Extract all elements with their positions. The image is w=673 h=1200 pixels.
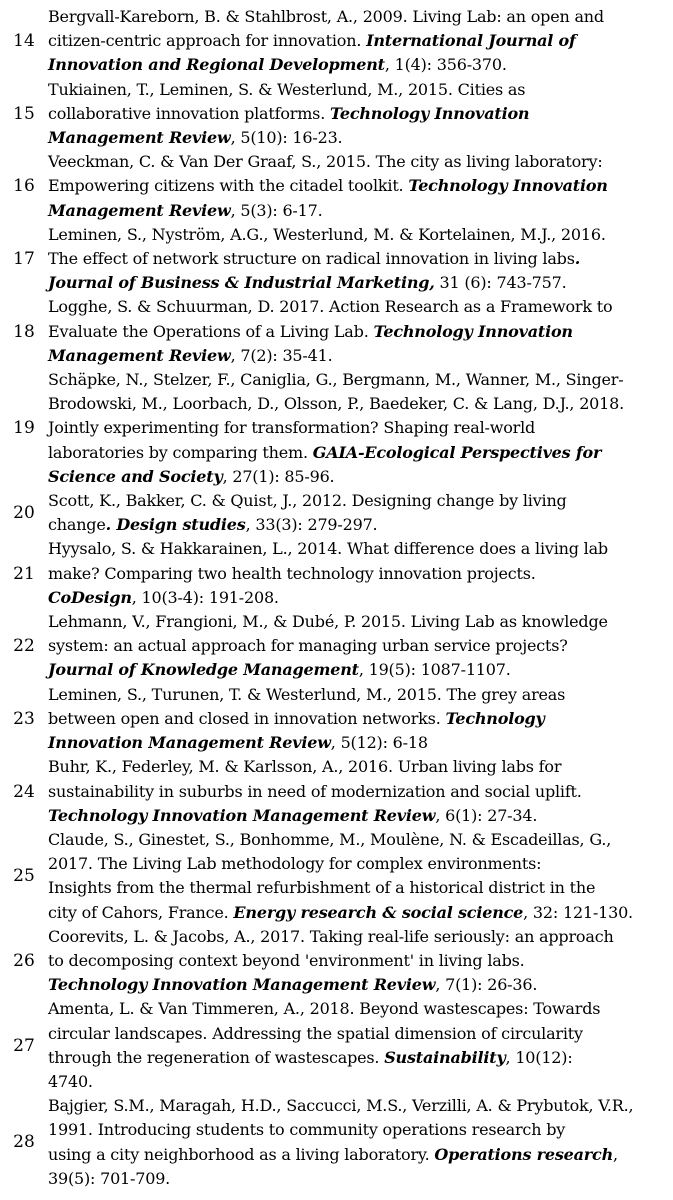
journal-title: International Journal of Innovation and Regional Development — [48, 31, 576, 75]
reference-list — [0, 5, 673, 1191]
reference-volume-pages: , 5(10): 16-23. — [230, 128, 343, 148]
reference-text — [48, 537, 673, 610]
reference-entry — [0, 489, 673, 537]
reference-entry — [0, 610, 673, 683]
reference-text — [48, 1094, 673, 1191]
reference-entry — [0, 997, 673, 1094]
journal-title: . Design studies — [105, 515, 246, 535]
reference-entry — [0, 1094, 673, 1191]
reference-number: 20 — [13, 503, 35, 524]
reference-citation: Buhr, K., Federley, M. & Karlsson, A., 2016. Urban living labs for sustainability in suburbs in need of modernization and social uplift. — [48, 757, 582, 801]
reference-text — [48, 683, 673, 756]
reference-entry — [0, 828, 673, 925]
reference-volume-pages: , 5(12): 6-18 — [330, 733, 428, 753]
journal-title: GAIA-Ecological Perspectives for Science and Society — [48, 442, 602, 486]
reference-text — [48, 755, 673, 828]
reference-entry — [0, 150, 673, 223]
reference-number: 22 — [13, 636, 35, 657]
reference-citation: Coorevits, L. & Jacobs, A., 2017. Taking real-life seriously: an approach to decomposing context beyond 'environment' in living labs. — [48, 926, 614, 970]
reference-number: 27 — [13, 1035, 35, 1056]
journal-title: Technology Innovation Management Review — [48, 975, 436, 995]
reference-volume-pages: 31 (6): 743-757. — [434, 273, 567, 293]
reference-text — [48, 150, 673, 223]
reference-number: 14 — [13, 31, 35, 52]
journal-title: Technology Innovation Management Review — [48, 176, 608, 220]
reference-volume-pages: , 10(12): 4740. — [48, 1047, 573, 1091]
reference-volume-pages: , 1(4): 356-370. — [384, 55, 507, 75]
reference-text — [48, 489, 673, 537]
reference-citation: Leminen, S., Nyström, A.G., Westerlund, M. & Kortelainen, M.J., 2016. The effect of network structure on radical innovation in living labs — [48, 224, 606, 269]
reference-text — [48, 368, 673, 489]
reference-citation: Claude, S., Ginestet, S., Bonhomme, M., Moulène, N. & Escadeillas, G., 2017. The Living Lab methodology for complex environments: Insights from the thermal refurbishment of a historical district in the city of Cahors, France. — [48, 829, 612, 922]
reference-entry — [0, 223, 673, 296]
reference-citation: Leminen, S., Turunen, T. & Westerlund, M., 2015. The grey areas between open and closed in innovation networks. — [48, 684, 566, 728]
reference-entry — [0, 683, 673, 756]
journal-title: Technology Innovation Management Review — [48, 321, 573, 365]
reference-volume-pages: , 6(1): 27-34. — [435, 805, 538, 825]
journal-title: Journal of Knowledge Management — [48, 660, 359, 680]
reference-entry — [0, 925, 673, 998]
reference-number: 23 — [13, 708, 35, 729]
reference-number: 24 — [13, 781, 35, 802]
reference-entry — [0, 755, 673, 828]
reference-entry — [0, 5, 673, 78]
journal-title: Technology Innovation Management Review — [48, 103, 530, 148]
reference-citation: Veeckman, C. & Van Der Graaf, S., 2015. The city as living laboratory: Empowering citizens with the citadel toolkit. — [48, 152, 603, 196]
reference-volume-pages: , 10(3-4): 191-208. — [131, 587, 279, 607]
reference-volume-pages: , 33(3): 279-297. — [245, 515, 378, 535]
reference-number: 28 — [13, 1132, 35, 1153]
reference-citation: Amenta, L. & Van Timmeren, A., 2018. Beyond wastescapes: Towards circular landscapes. Addressing the spatial dimension of circularity through the regeneration of wastescapes. — [48, 999, 601, 1067]
reference-number: 17 — [13, 249, 35, 270]
reference-text — [48, 610, 673, 683]
reference-entry — [0, 368, 673, 489]
reference-text — [48, 78, 673, 151]
reference-volume-pages: , 7(2): 35-41. — [230, 345, 333, 365]
reference-citation: Tukiainen, T., Leminen, S. & Westerlund, M., 2015. Cities as collaborative innovation platforms. — [48, 79, 526, 123]
reference-number: 26 — [13, 950, 35, 971]
journal-title: CoDesign — [48, 587, 132, 607]
reference-number: 18 — [13, 321, 35, 342]
reference-volume-pages: , 19(5): 1087-1107. — [358, 660, 511, 680]
reference-citation: Scott, K., Bakker, C. & Quist, J., 2012. Designing change by living change — [48, 491, 567, 535]
reference-number: 16 — [13, 176, 35, 197]
reference-text — [48, 295, 673, 368]
reference-number: 15 — [13, 103, 35, 124]
reference-citation: Hyysalo, S. & Hakkarainen, L., 2014. What difference does a living lab make? Comparing two health technology innovation projects. — [48, 539, 608, 583]
reference-volume-pages: , 32: 121-130. — [523, 902, 633, 922]
reference-citation: Schäpke, N., Stelzer, F., Caniglia, G., Bergmann, M., Wanner, M., Singer- Brodowski, M., Loorbach, D., Olsson, P., Baedeker, C. & Lang, D.J., 2018. Jointly experimenting for transformation? Shaping real-world laboratories by comparing them. — [48, 370, 625, 462]
reference-entry — [0, 295, 673, 368]
reference-citation: Bajgier, S.M., Maragah, H.D., Saccucci, M.S., Verzilli, A. & Prybutok, V.R., 1991. Introducing students to community operations research by using a city neighborhood as a living laboratory. — [48, 1096, 634, 1164]
reference-text — [48, 997, 673, 1094]
journal-title: . Journal of Business & Industrial Marketing, — [48, 249, 581, 293]
journal-title: Technology Innovation Management Review — [48, 708, 545, 753]
reference-volume-pages: , 5(3): 6-17. — [230, 200, 323, 220]
reference-volume-pages: , 27(1): 85-96. — [222, 466, 335, 486]
reference-text — [48, 828, 673, 925]
journal-title: Technology Innovation Management Review — [48, 805, 436, 825]
reference-volume-pages: , 7(1): 26-36. — [435, 975, 538, 995]
reference-citation: Bergvall-Kareborn, B. & Stahlbrost, A., 2009. Living Lab: an open and citizen-centric approach for innovation. — [48, 7, 604, 51]
reference-number: 19 — [13, 418, 35, 439]
reference-text — [48, 223, 673, 296]
journal-title: Operations research — [434, 1144, 614, 1164]
reference-entry — [0, 78, 673, 151]
reference-entry — [0, 537, 673, 610]
reference-number: 21 — [13, 563, 35, 584]
journal-title: Energy research & social science — [233, 902, 524, 922]
reference-volume-pages: , 39(5): 701-709. — [48, 1144, 618, 1188]
reference-citation: Logghe, S. & Schuurman, D. 2017. Action Research as a Framework to Evaluate the Operations of a Living Lab. — [48, 297, 613, 341]
reference-text — [48, 925, 673, 998]
reference-text — [48, 5, 673, 78]
reference-number: 25 — [13, 866, 35, 887]
journal-title: Sustainability — [384, 1047, 506, 1067]
reference-citation: Lehmann, V., Frangioni, M., & Dubé, P. 2015. Living Lab as knowledge system: an actual approach for managing urban service projects? — [48, 612, 608, 656]
